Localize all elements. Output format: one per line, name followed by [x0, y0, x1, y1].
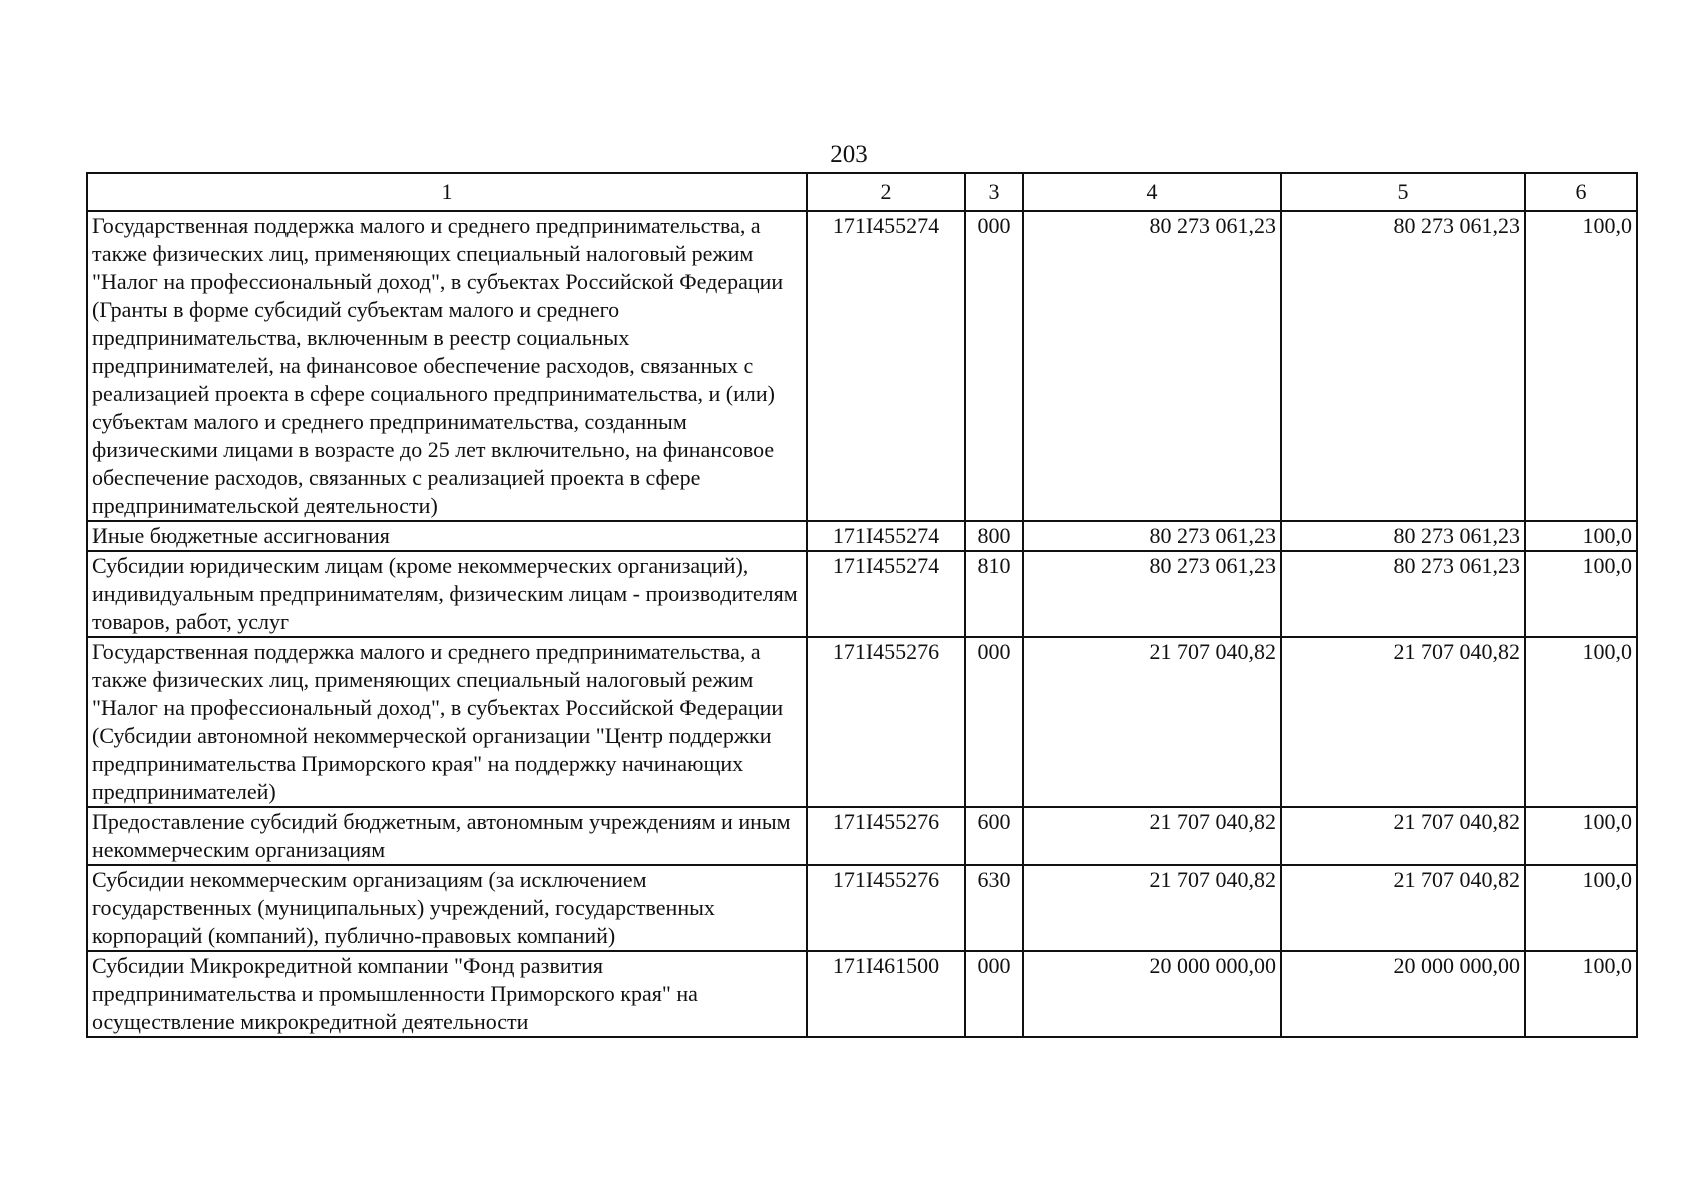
row-plan-amount: 21 707 040,82: [1023, 637, 1281, 807]
row-name: Государственная поддержка малого и среднего предпринимательства, а также физических лиц, применяющих специальный налоговый режим "Налог на профессиональный доход", в субъектах Российской Федерации (Гранты в форме субсидий субъектам малого и среднего предпринимательства, включенным в реестр социальных предпринимателей, на финансовое обеспечение расходов, связанных с реализацией проекта в сфере социального предпринимательства, и (или) субъектам малого и среднего предпринимательства, созданным физическими лицами в возрасте до 25 лет включительно, на финансовое обеспечение расходов, связанных с реализацией проекта в сфере предпринимательской деятельности): [87, 211, 807, 521]
row-expense-type: 600: [965, 807, 1023, 865]
header-col-1: 1: [87, 173, 807, 211]
row-target-code: 171I455274: [807, 521, 965, 551]
row-fact-amount: 80 273 061,23: [1281, 211, 1525, 521]
table-row: [87, 637, 1637, 807]
row-expense-type: 630: [965, 865, 1023, 951]
row-plan-amount: 80 273 061,23: [1023, 521, 1281, 551]
row-name: Предоставление субсидий бюджетным, автономным учреждениям и иным некоммерческим организациям: [87, 807, 807, 865]
row-percent: 100,0: [1525, 637, 1637, 807]
row-expense-type: 810: [965, 551, 1023, 637]
header-col-4: 4: [1023, 173, 1281, 211]
budget-table: [86, 172, 1638, 1038]
table-row: [87, 551, 1637, 637]
row-plan-amount: 21 707 040,82: [1023, 807, 1281, 865]
row-plan-amount: 80 273 061,23: [1023, 211, 1281, 521]
row-percent: 100,0: [1525, 521, 1637, 551]
row-plan-amount: 80 273 061,23: [1023, 551, 1281, 637]
header-col-2: 2: [807, 173, 965, 211]
row-fact-amount: 21 707 040,82: [1281, 637, 1525, 807]
row-fact-amount: 80 273 061,23: [1281, 551, 1525, 637]
table-row: [87, 951, 1637, 1037]
table-row: [87, 865, 1637, 951]
page-number: 203: [830, 141, 868, 168]
row-plan-amount: 20 000 000,00: [1023, 951, 1281, 1037]
row-target-code: 171I455274: [807, 211, 965, 521]
table-body: [87, 211, 1637, 1037]
row-plan-amount: 21 707 040,82: [1023, 865, 1281, 951]
row-expense-type: 000: [965, 211, 1023, 521]
row-target-code: 171I455276: [807, 637, 965, 807]
row-target-code: 171I455276: [807, 807, 965, 865]
row-expense-type: 800: [965, 521, 1023, 551]
row-name: Субсидии Микрокредитной компании "Фонд развития предпринимательства и промышленности Приморского края" на осуществление микрокредитной деятельности: [87, 951, 807, 1037]
row-name: Государственная поддержка малого и среднего предпринимательства, а также физических лиц, применяющих специальный налоговый режим "Налог на профессиональный доход", в субъектах Российской Федерации (Субсидии автономной некоммерческой организации "Центр поддержки предпринимательства Приморского края" на поддержку начинающих предпринимателей): [87, 637, 807, 807]
row-percent: 100,0: [1525, 865, 1637, 951]
row-target-code: 171I461500: [807, 951, 965, 1037]
row-fact-amount: 80 273 061,23: [1281, 521, 1525, 551]
row-target-code: 171I455276: [807, 865, 965, 951]
row-name: Субсидии юридическим лицам (кроме некоммерческих организаций), индивидуальным предпринимателям, физическим лицам - производителям товаров, работ, услуг: [87, 551, 807, 637]
row-name: Субсидии некоммерческим организациям (за исключением государственных (муниципальных) учреждений, государственных корпораций (компаний), публично-правовых компаний): [87, 865, 807, 951]
row-fact-amount: 20 000 000,00: [1281, 951, 1525, 1037]
row-expense-type: 000: [965, 951, 1023, 1037]
header-row: [87, 173, 1637, 211]
row-percent: 100,0: [1525, 807, 1637, 865]
row-target-code: 171I455274: [807, 551, 965, 637]
header-col-3: 3: [965, 173, 1023, 211]
row-percent: 100,0: [1525, 551, 1637, 637]
row-name: Иные бюджетные ассигнования: [87, 521, 807, 551]
row-fact-amount: 21 707 040,82: [1281, 807, 1525, 865]
table-header: [87, 173, 1637, 211]
table-row: [87, 211, 1637, 521]
header-col-6: 6: [1525, 173, 1637, 211]
row-expense-type: 000: [965, 637, 1023, 807]
row-fact-amount: 21 707 040,82: [1281, 865, 1525, 951]
table-row: [87, 521, 1637, 551]
table-row: [87, 807, 1637, 865]
row-percent: 100,0: [1525, 211, 1637, 521]
row-percent: 100,0: [1525, 951, 1637, 1037]
header-col-5: 5: [1281, 173, 1525, 211]
